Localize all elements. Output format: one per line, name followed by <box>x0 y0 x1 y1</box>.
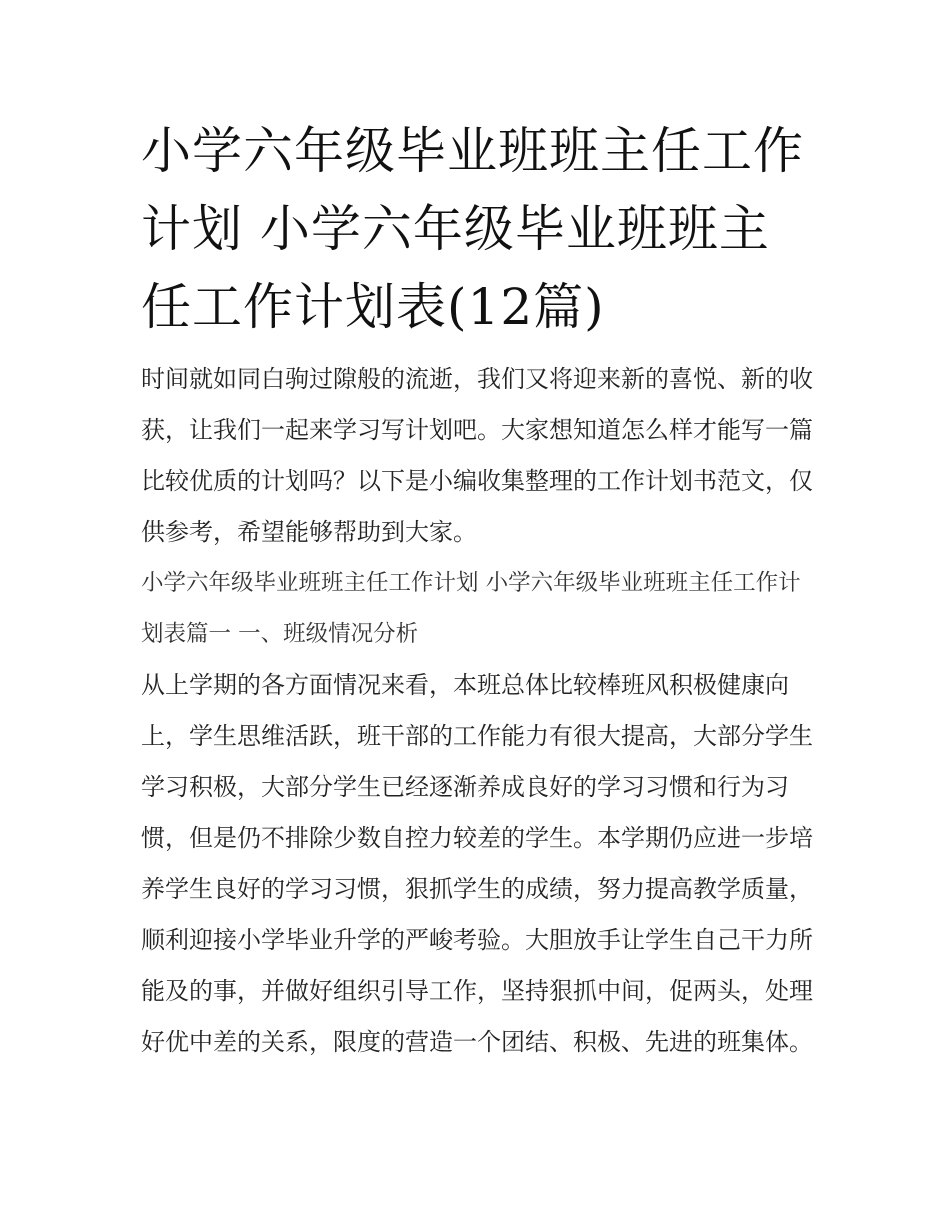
document-page <box>141 112 813 1068</box>
section-heading: 小学六年级毕业班班主任工作计划 小学六年级毕业班班主任工作计划表篇一 一、班级情况分析 <box>141 570 801 647</box>
body-paragraph: 从上学期的各方面情况来看，本班总体比较棒班风积极健康向上，学生思维活跃，班干部的工作能力有很大提高，大部分学生学习积极，大部分学生已经逐渐养成良好的学习习惯和行为习惯，但是仍不排除少数自控力较差的学生。本学期仍应进一步培养学生良好的学习习惯，狠抓学生的成绩，努力提高教学质量，顺利迎接小学毕业升学的严峻考验。大胆放手让学生自己干力所能及的事，并做好组织引导工作，坚持狠抓中间，促两头，处理好优中差的关系，限度的营造一个团结、积极、先进的班集体。 <box>141 671 813 1056</box>
document-title: 小学六年级毕业班班主任工作计划 小学六年级毕业班班主任工作计划表(12篇) <box>141 122 804 336</box>
intro-paragraph: 时间就如同白驹过隙般的流逝，我们又将迎来新的喜悦、新的收获，让我们一起来学习写计划吧。大家想知道怎么样才能写一篇比较优质的计划吗？以下是小编收集整理的工作计划书范文，仅供参考，希望能够帮助到大家。 <box>141 365 813 546</box>
